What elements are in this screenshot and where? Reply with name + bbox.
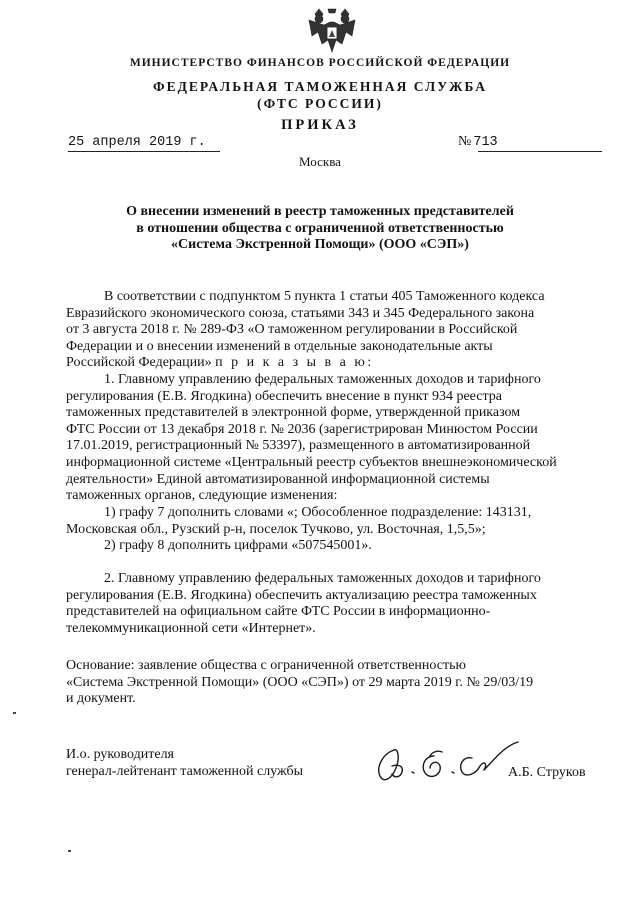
sub-item-1-paragraph [66,505,602,538]
service-short-name: (ФТС РОССИИ) [257,96,383,111]
text-line: регулирования (Е.В. Ягодкина) обеспечить внесение в пункт 934 реестра [66,388,502,404]
text-line: представителей на официальном сайте ФТС России в информационно- [66,604,491,620]
text-line: 2. Главному управлению федеральных таможенных доходов и тарифного [104,571,541,586]
text-line: В соответствии с подпунктом 5 пункта 1 статьи 405 Таможенного кодекса [104,289,545,304]
text-line: деятельности» Единой автоматизированной информационной системы [66,471,490,487]
sub-item-2-paragraph [66,538,602,555]
text-line: ФТС России от 13 декабря 2018 г. № 2036 (зарегистрирован Минюстом России [66,421,538,437]
number-sign: № [458,134,472,149]
text-line: таможенных органов, следующие изменения: [66,488,338,504]
text-line: Федерации и о внесении изменений в отдельные законодательные акты [66,338,493,354]
text-line: 1. Главному управлению федеральных таможенных доходов и тарифного [104,372,541,387]
number-underline [478,151,602,152]
text-line: 2) графу 8 дополнить цифрами «507545001». [104,538,372,553]
handwritten-signature [372,734,522,794]
order-number [458,134,498,150]
order-title [80,204,560,254]
text-line: информационной системе «Центральный реестр субъектов внешнеэкономической [66,454,557,470]
title-line: О внесении изменений в реестр таможенных представителей [126,204,514,219]
preamble-paragraph [66,289,602,372]
margin-mark [13,712,16,714]
text-line: 17.01.2019, регистрационный № 53397), размещенного в автоматизированной [66,438,531,454]
text-line: регулирования (Е.В. Ягодкина) обеспечить актуализацию реестра таможенных [66,587,537,603]
title-line: «Система Экстренной Помощи» (ООО «СЭП») [171,237,469,252]
order-date: 25 апреля 2019 г. [68,135,206,150]
signatory-position [66,747,303,781]
text-fragment: Российской Федерации» [66,355,212,371]
number-value: 713 [473,135,498,150]
text-line: Евразийского экономического союза, статьями 343 и 345 Федерального закона [66,305,535,321]
coat-of-arms-emblem [306,6,358,56]
text-line [66,355,602,372]
text-line: Московская обл., Рузский р-н, поселок Тучково, ул. Восточная, 1,5,5»; [66,521,486,537]
item-2-paragraph [66,571,602,637]
text-line: Основание: заявление общества с ограниченной ответственностью [66,658,466,673]
basis-paragraph [66,658,602,708]
order-keyword: п р и к а з ы в а ю: [215,355,374,371]
text-line: «Система Экстренной Помощи» (ООО «СЭП») от 29 марта 2019 г. № 29/03/19 [66,674,534,690]
title-line: в отношении общества с ограниченной ответственностью [136,220,504,236]
ministry-name: МИНИСТЕРСТВО ФИНАНСОВ РОССИЙСКОЙ ФЕДЕРАЦИИ [129,57,511,69]
item-1-paragraph [66,372,602,505]
text-line: телекоммуникационной сети «Интернет». [66,620,316,636]
date-underline [68,151,220,152]
position-line: И.о. руководителя [66,747,175,762]
text-line: и документ. [66,691,136,707]
margin-mark [68,850,71,852]
document-type: ПРИКАЗ [281,117,359,133]
text-line: таможенных представителей в электронной форме, утвержденной приказом [66,405,521,421]
service-name: ФЕДЕРАЛЬНАЯ ТАМОЖЕННАЯ СЛУЖБА [153,79,487,94]
signatory-name: А.Б. Струков [508,765,586,780]
city: Москва [299,154,341,169]
text-line: 1) графу 7 дополнить словами «; Обособленное подразделение: 143131, [104,505,532,520]
text-line: от 3 августа 2018 г. № 289-ФЗ «О таможенном регулировании в Российской [66,322,518,338]
position-line: генерал-лейтенант таможенной службы [66,763,304,779]
